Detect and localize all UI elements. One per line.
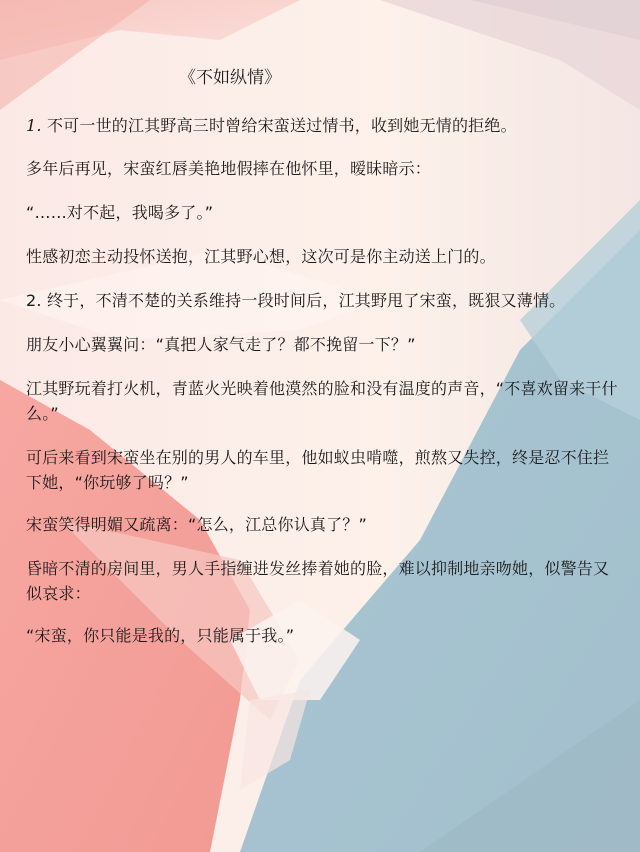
paragraph-6: 朋友小心翼翼问：“真把人家气走了？都不挽留一下？” — [26, 335, 416, 354]
paragraph-2: 多年后再见，宋蛮红唇美艳地假摔在他怀里，暧昧暗示： — [26, 159, 432, 178]
paragraph-9: 宋蛮笑得明媚又疏离：“怎么，江总你认真了？” — [26, 515, 367, 534]
paragraph-11: “宋蛮，你只能是我的，只能属于我。” — [26, 626, 295, 645]
paragraph-7: 江其野玩着打火机，青蓝火光映着他漠然的脸和没有温度的声音，“不喜欢留来干什么。” — [26, 379, 618, 423]
paragraph-1-text: 不可一世的江其野高三时曾给宋蛮送过情书，收到她无情的拒绝。 — [46, 116, 517, 135]
paragraph-5-text: 终于，不清不楚的关系维持一段时间后，江其野甩了宋蛮，既狠又薄情。 — [46, 291, 566, 310]
paragraph-10: 昏暗不清的房间里，男人手指缠进发丝捧着她的脸，难以抑制地亲吻她，似警告又似哀求： — [26, 559, 610, 603]
paragraph-5 — [26, 289, 622, 313]
paragraph-4: 性感初恋主动投怀送抱，江其野心想，这次可是你主动送上门的。 — [26, 247, 496, 266]
page-title: 《不如纵情》 — [179, 68, 281, 88]
paragraph-8: 可后来看到宋蛮坐在别的男人的车里，他如蚁虫啃噬，煎熬又失控，终是忍不住拦下她，“你玩够了吗？” — [26, 448, 610, 492]
paragraph-1-number: 1. — [26, 116, 42, 135]
paragraph-1 — [26, 114, 622, 138]
paragraph-5-number: 2. — [26, 291, 42, 310]
paragraph-3: “……对不起，我喝多了。” — [26, 203, 214, 222]
